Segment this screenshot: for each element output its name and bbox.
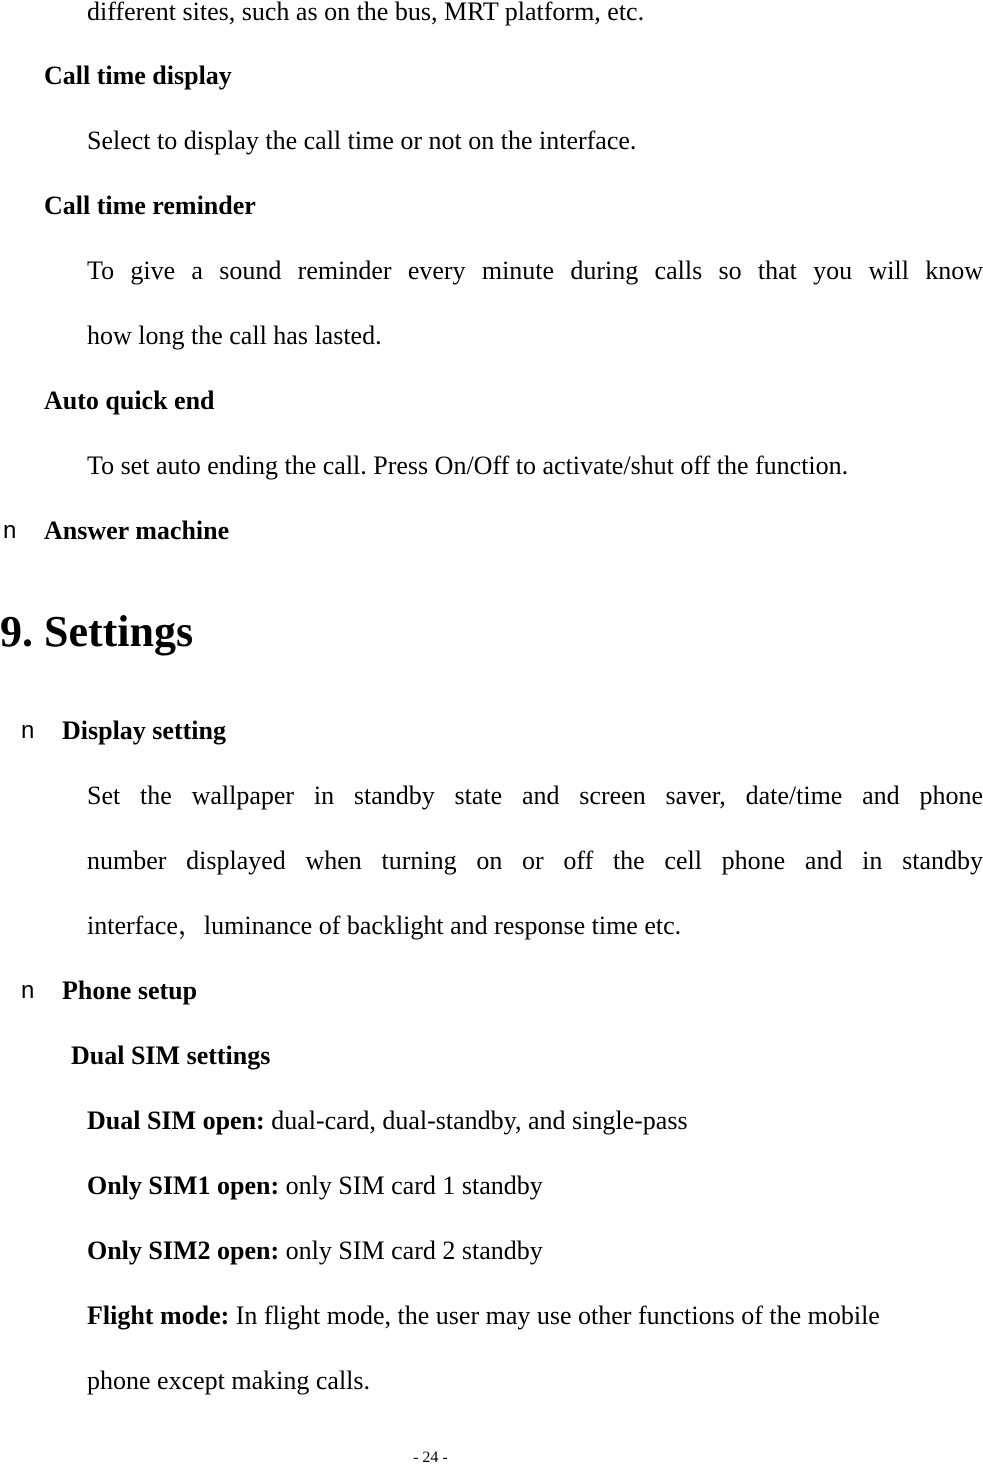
desc-display-setting-2: number displayed when turning on or off the cell phone and in standby bbox=[87, 846, 983, 875]
item-only-sim1-text: only SIM card 1 standby bbox=[279, 1171, 543, 1200]
item-flight-mode-text: In flight mode, the user may use other functions of the mobile bbox=[229, 1301, 880, 1330]
item-dual-sim-open-label: Dual SIM open: bbox=[87, 1106, 265, 1135]
heading-auto-quick-end: Auto quick end bbox=[44, 386, 215, 415]
desc-display-setting-3: interface，luminance of backlight and response time etc. bbox=[87, 911, 682, 940]
heading-display-setting: Display setting bbox=[62, 716, 226, 745]
bullet-icon: n bbox=[3, 517, 17, 544]
page-number: - 24 - bbox=[413, 1449, 448, 1466]
section-title-settings: 9. Settings bbox=[0, 607, 194, 656]
desc-display-setting-1: Set the wallpaper in standby state and screen saver, date/time and phone bbox=[87, 781, 983, 810]
item-flight-mode-cont: phone except making calls. bbox=[87, 1366, 371, 1395]
heading-dual-sim-settings: Dual SIM settings bbox=[71, 1041, 271, 1070]
item-flight-mode-label: Flight mode: bbox=[87, 1301, 230, 1330]
line-different-sites: different sites, such as on the bus, MRT platform, etc. bbox=[87, 0, 645, 26]
item-only-sim1-label: Only SIM1 open: bbox=[87, 1171, 280, 1200]
bullet-icon: n bbox=[21, 977, 35, 1004]
heading-phone-setup: Phone setup bbox=[62, 976, 198, 1005]
item-dual-sim-open-text: dual-card, dual-standby, and single-pass bbox=[264, 1106, 688, 1135]
item-dual-sim-open bbox=[87, 1105, 688, 1137]
item-only-sim2-label: Only SIM2 open: bbox=[87, 1236, 280, 1265]
desc-call-time-reminder-1: To give a sound reminder every minute during calls so that you will know bbox=[87, 256, 983, 285]
item-only-sim2 bbox=[87, 1235, 543, 1267]
heading-call-time-display: Call time display bbox=[44, 61, 232, 90]
item-only-sim2-text: only SIM card 2 standby bbox=[279, 1236, 543, 1265]
item-only-sim1 bbox=[87, 1170, 543, 1202]
desc-auto-quick-end: To set auto ending the call. Press On/Off to activate/shut off the function. bbox=[87, 451, 849, 480]
desc-call-time-reminder-2: how long the call has lasted. bbox=[87, 321, 382, 350]
heading-call-time-reminder: Call time reminder bbox=[44, 191, 256, 220]
desc-call-time-display: Select to display the call time or not on the interface. bbox=[87, 126, 637, 155]
item-flight-mode bbox=[87, 1300, 880, 1332]
heading-answer-machine: Answer machine bbox=[44, 516, 230, 545]
bullet-icon: n bbox=[21, 717, 35, 744]
